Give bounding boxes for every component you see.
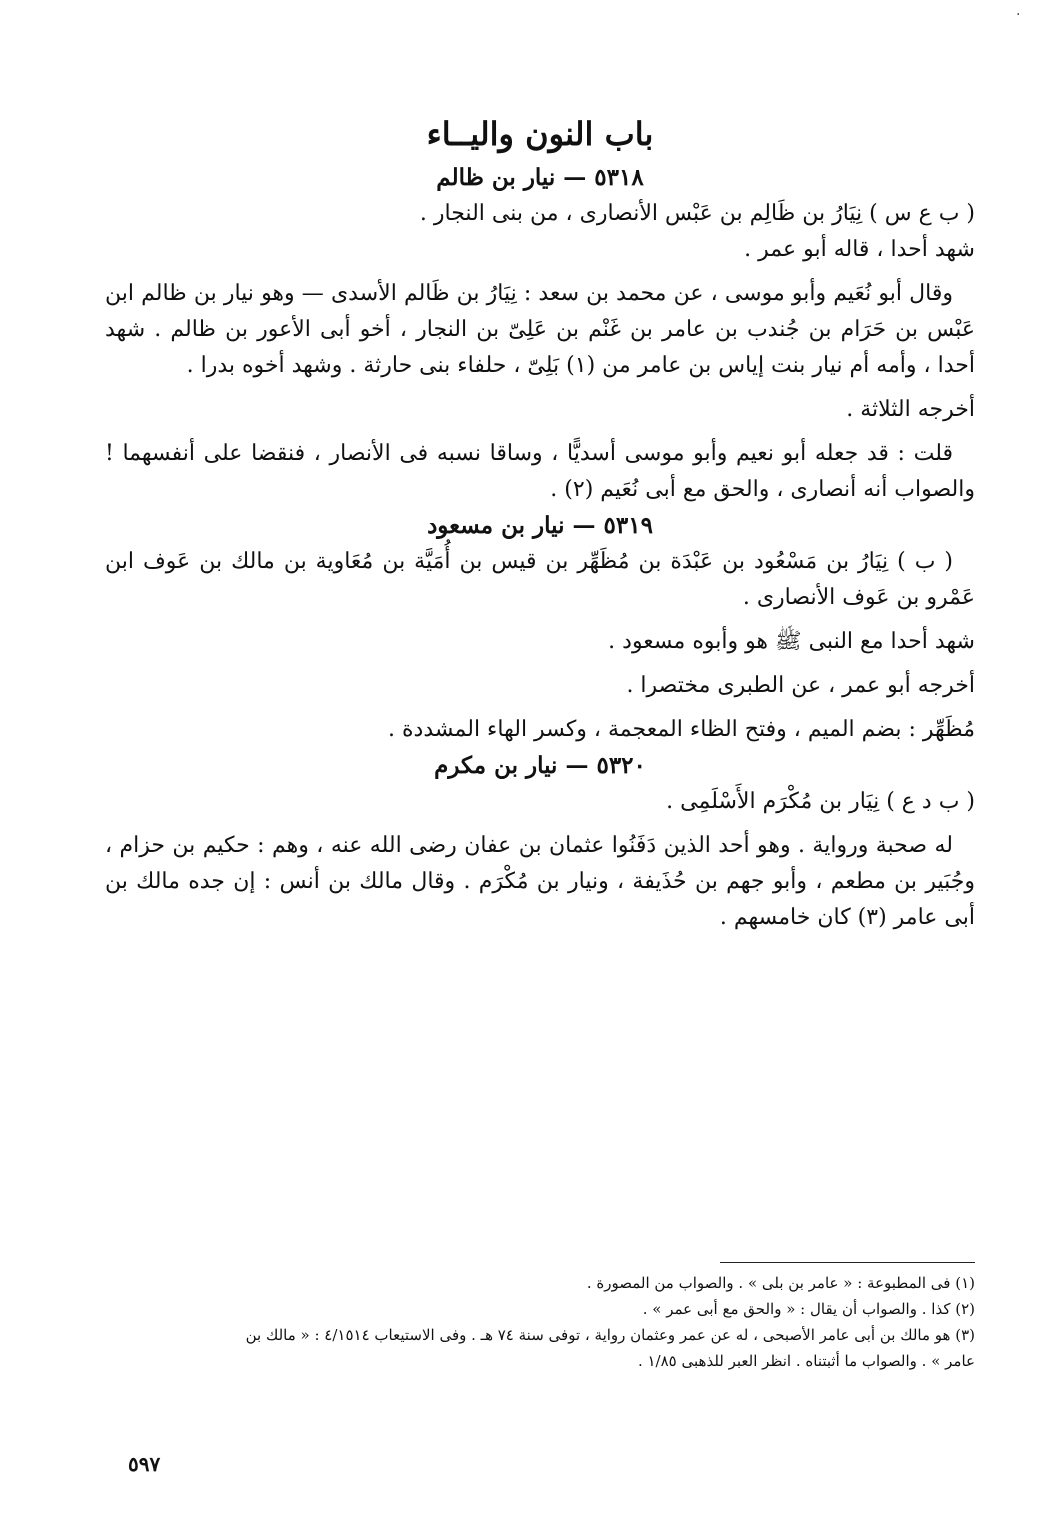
paragraph: شهد أحدا مع النبى ﷺ هو وأبوه مسعود . <box>608 629 975 654</box>
paragraph: قلت : قد جعله أبو نعيم وأبو موسى أسديًّا ، وساقا نسبه فى الأنصار ، فنقضا على أنفسهما ! والصواب أنه أنصارى ، والحق مع أبى نُعَيم (٢) . <box>105 441 975 502</box>
footnote-2: (٢) كذا . والصواب أن يقال : « والحق مع أبى عمر » . <box>642 1300 975 1318</box>
paragraph: ( ب ع س ) نِيَارُ بن ظَالِم بن عَبْس الأنصارى ، من بنى النجار . <box>419 201 975 226</box>
page-corner-mark: ٠ <box>1014 6 1022 22</box>
footnote-1: (١) فى المطبوعة : « عامر بن بلى » . والصواب من المصورة . <box>586 1274 975 1292</box>
paragraph: أخرجه أبو عمر ، عن الطبرى مختصرا . <box>626 673 975 698</box>
chapter-title: باب النون واليــاء <box>426 115 654 153</box>
footnote-separator <box>720 1262 975 1263</box>
paragraph: ( ب ) نِيَارُ بن مَسْعُود بن عَبْدَة بن مُظَهِّر بن قيس بن أُمَيَّة بن مُعَاوية بن مالك بن عَوف ابن عَمْرو بن عَوف الأنصارى . <box>105 549 975 610</box>
entry-heading-5320: ٥٣٢٠ — نيار بن مكرم <box>434 752 646 779</box>
footnotes <box>100 1270 975 1374</box>
main-text <box>105 108 975 936</box>
paragraph: أخرجه الثلاثة . <box>846 397 975 422</box>
paragraph: مُظَهِّر : بضم الميم ، وفتح الظاء المعجمة ، وكسر الهاء المشددة . <box>388 717 975 742</box>
page-number: ٥٩٧ <box>128 1452 161 1476</box>
entry-heading-5318: ٥٣١٨ — نيار بن ظالم <box>436 164 644 191</box>
footnote-3-continued: عامر » . والصواب ما أثبتناه . انظر العبر للذهبى ١/٨٥ . <box>637 1352 975 1370</box>
paragraph: شهد أحدا ، قاله أبو عمر . <box>744 237 975 262</box>
paragraph: له صحبة ورواية . وهو أحد الذين دَفَنُوا عثمان بن عفان رضى الله عنه ، وهم : حكيم بن حزام ، وجُبَير بن مطعم ، وأبو جهم بن حُذَيفة ، ونيار بن مُكْرَم . وقال مالك بن أنس : إن جده مالك بن أبى عامر (٣) كان خامسهم . <box>105 833 975 930</box>
footnote-3: (٣) هو مالك بن أبى عامر الأصبحى ، له عن عمر وعثمان رواية ، توفى سنة ٧٤ هـ . وفى الاستيعاب ٤/١٥١٤ : « مالك بن <box>245 1326 975 1344</box>
entry-heading-5319: ٥٣١٩ — نيار بن مسعود <box>427 512 653 539</box>
paragraph: وقال أبو نُعَيم وأبو موسى ، عن محمد بن سعد : نِيَارُ بن ظَالم الأسدى — وهو نيار بن ظالم ابن عَبْس بن حَرَام بن جُندب بن عامر بن غَنْم بن عَلِىّ بن النجار ، أخو أبى الأعور بن ظالم . شهد أحدا ، وأمه أم نيار بنت إياس بن عامر من (١) بَلِىّ ، حلفاء بنى حارثة . وشهد أخوه بدرا . <box>105 281 975 378</box>
paragraph: ( ب د ع ) نِيَار بن مُكْرَم الأَسْلَمِى . <box>666 789 975 814</box>
